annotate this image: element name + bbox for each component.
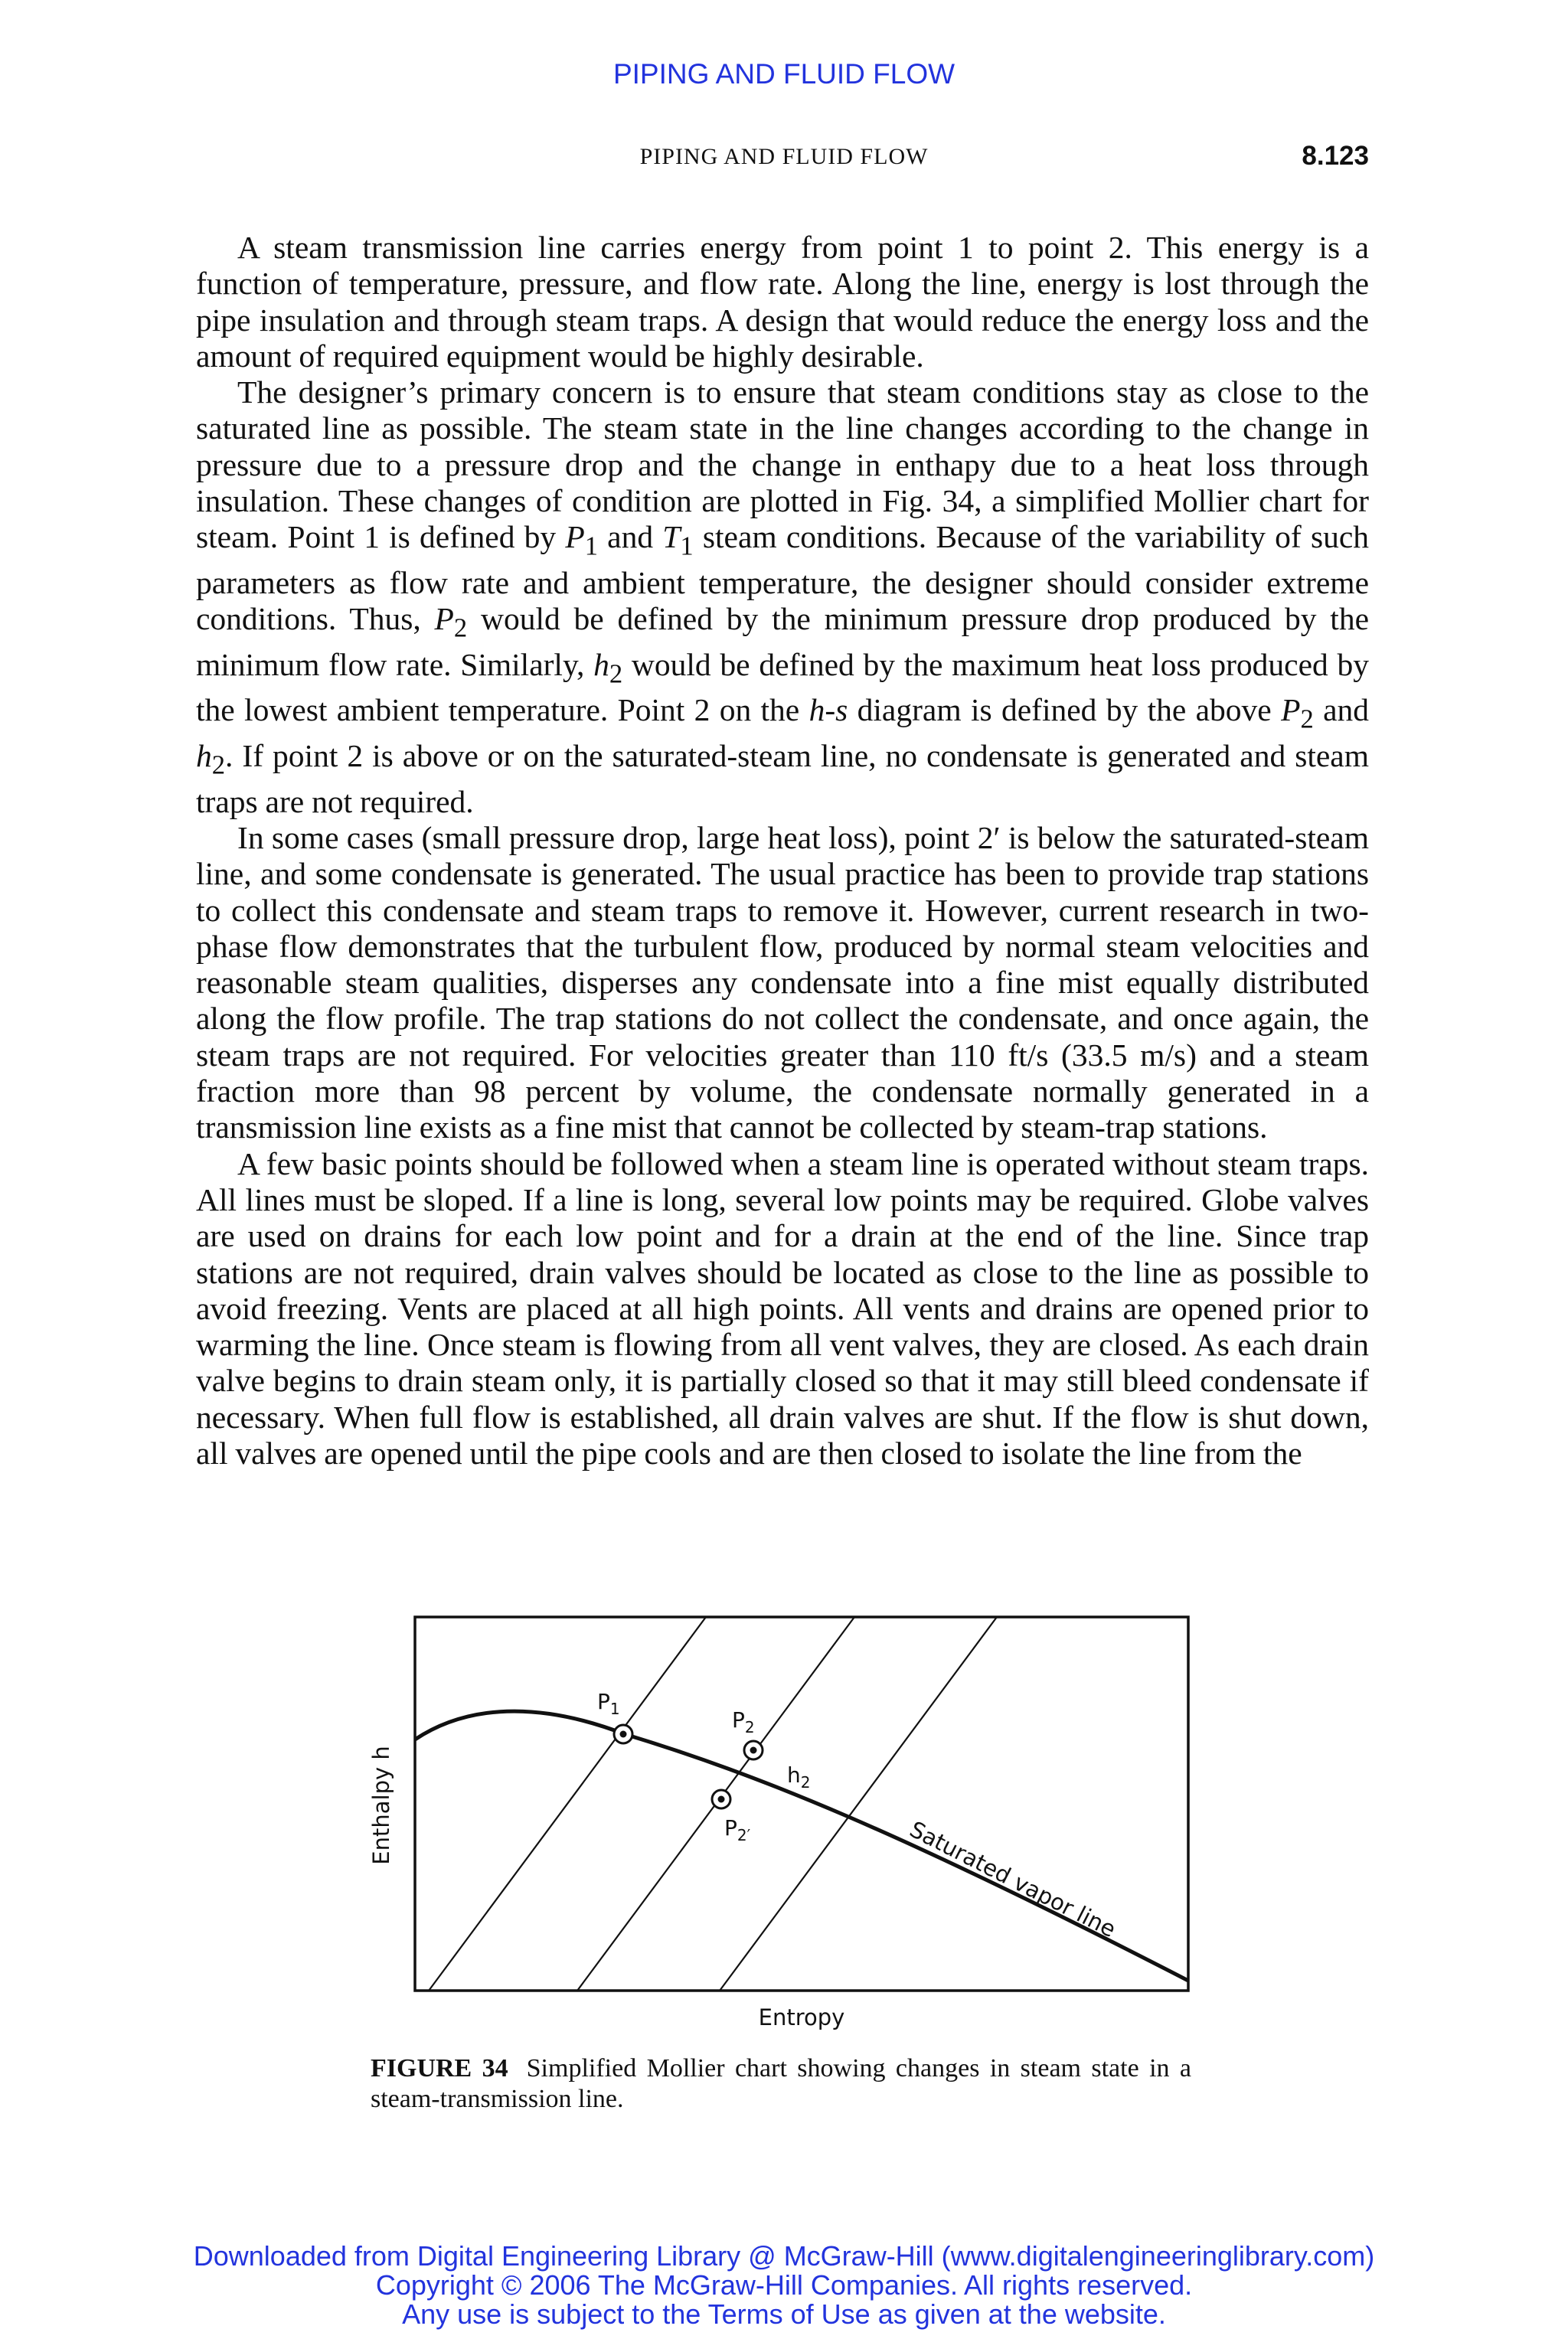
paragraph-1: A steam transmission line carries energy from point 1 to point 2. This energy is a function of temperature, pressure, and flow rate. Along the line, energy is lost through the pipe insulation and through steam traps. A design that would reduce the energy loss and the amount of required equipment would be highly desirable.: [196, 230, 1369, 374]
document-banner[interactable]: PIPING AND FLUID FLOW: [612, 58, 956, 90]
plot-frame: [415, 1617, 1188, 1991]
mollier-diagram: [360, 1608, 1217, 2037]
p1-label: $P_1$: [597, 1689, 620, 1718]
isobar-line-3: [720, 1617, 997, 1991]
caption-text: Simplified Mollier chart showing changes in steam state in a steam-transmission line.: [371, 2054, 1192, 2113]
saturated-vapor-line: [415, 1711, 1188, 1981]
footer-line-3: Any use is subject to the Terms of Use as given at the website.: [402, 2298, 1166, 2330]
paragraph-4: A few basic points should be followed when a steam line is operated without steam traps. All lines must be sloped. If a line is long, several low points may be required. Globe valves are used on drains for each low point and for a drain at the end of the line. Since trap stations are not required, drain valves should be located as close to the line as possible to avoid freezing. Vents are placed at all high points. All vents and drains are opened prior to warming the line. Once steam is flowing from all vent valves, they are closed. As each drain valve begins to drain steam only, it is partially closed so that it may still bleed condensate if necessary. When full flow is established, all drain valves are shut. If the flow is shut down, all valves are opened until the pipe cools and are then closed to isolate the line from the: [196, 1145, 1369, 1471]
running-head: PIPING AND FLUID FLOW: [639, 144, 929, 169]
x-axis-label: Entropy: [758, 2004, 845, 2030]
point-p2-prime: [712, 1790, 730, 1808]
download-footer: [0, 2242, 1568, 2329]
caption-label: FIGURE 34: [371, 2054, 508, 2082]
mollier-figure: [360, 1608, 1217, 2037]
p2-label: $P_2$: [732, 1707, 755, 1736]
saturated-vapor-label: Saturated vapor line: [905, 1815, 1120, 1943]
h2-label: $h_2$: [787, 1762, 811, 1792]
footer-line-1[interactable]: Downloaded from Digital Engineering Library @ McGraw-Hill (www.digitalengineeringlibrary.com): [193, 2240, 1375, 2272]
paragraph-2: The designer’s primary concern is to ensure that steam conditions stay as close to the saturated line as possible. The steam state in the line changes according to the change in pressure due to a pressure drop and the change in enthapy due to a heat loss through insulation. These changes of condition are plotted in Fig. 34, a simplified Mollier chart for steam. Point 1 is defined by $P_1$ and $T_1$ steam conditions. Because of the variability of such parameters as flow rate and ambient temperature, the designer should consider extreme conditions. Thus, $P_2$ would be defined by the minimum pressure drop produced by the minimum flow rate. Similarly, $h_2$ would be defined by the maximum heat loss produced by the lowest ambient temperature. Point 2 on the h-s diagram is defined by the above $P_2$ and $h_2$. If point 2 is above or on the saturated-steam line, no condensate is generated and steam traps are not required.: [196, 374, 1370, 819]
p2-prime-label: $P_{2'}$: [724, 1815, 751, 1844]
point-p1: [614, 1725, 632, 1743]
isobar-line-1: [429, 1617, 706, 1991]
figure-caption: [371, 2053, 1191, 2115]
paragraph-3: In some cases (small pressure drop, large heat loss), point 2′ is below the saturated-steam line, and some condensate is generated. The usual practice has been to provide trap stations to collect this condensate and steam traps to remove it. However, current research in two-phase flow demonstrates that the turbulent flow, produced by normal steam velocities and reasonable steam qualities, disperses any condensate into a fine mist equally distributed along the flow profile. The trap stations do not collect the condensate, and once again, the steam traps are not required. For velocities greater than 110 ft/s (33.5 m/s) and a steam fraction more than 98 percent by volume, the condensate normally generated in a transmission line exists as a fine mist that cannot be collected by steam-trap stations.: [196, 819, 1369, 1145]
point-p2: [744, 1741, 763, 1759]
footer-line-2: Copyright © 2006 The McGraw-Hill Companies. All rights reserved.: [375, 2269, 1193, 2301]
body-text: [196, 230, 1369, 1472]
page-number: 8.123: [1302, 141, 1369, 171]
y-axis-label: Enthalpy h: [368, 1746, 394, 1865]
